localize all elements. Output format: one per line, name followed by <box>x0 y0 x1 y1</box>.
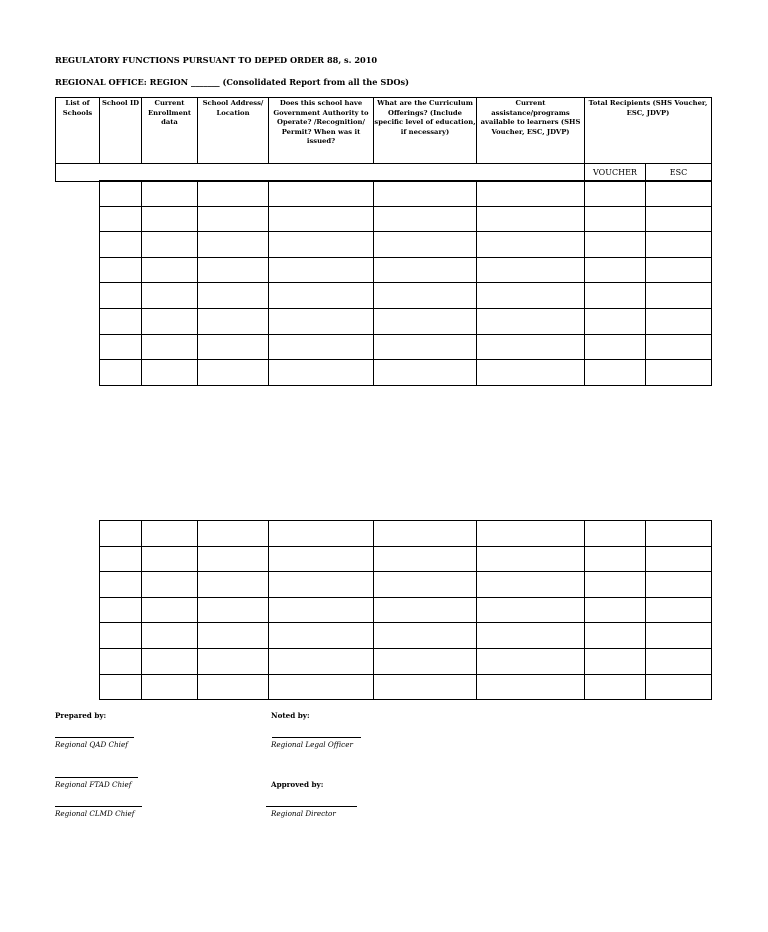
table-cell[interactable] <box>374 623 477 649</box>
table-cell[interactable] <box>269 572 374 598</box>
table-cell[interactable] <box>142 308 198 334</box>
table-cell[interactable] <box>374 232 477 258</box>
table-cell[interactable] <box>646 648 712 674</box>
signature-line-legal <box>272 737 361 738</box>
table-cell[interactable] <box>374 674 477 700</box>
table-cell[interactable] <box>100 623 142 649</box>
signature-line-clmd <box>55 806 142 807</box>
table-cell[interactable] <box>142 206 198 232</box>
table-cell[interactable] <box>374 597 477 623</box>
table-cell[interactable] <box>585 572 646 598</box>
table-cell[interactable] <box>198 283 269 309</box>
table-cell[interactable] <box>477 206 585 232</box>
document-title: REGULATORY FUNCTIONS PURSUANT TO DEPED ORDER 88, s. 2010 <box>55 55 378 65</box>
table-cell[interactable] <box>269 308 374 334</box>
table-row <box>100 597 712 623</box>
table-cell[interactable] <box>269 674 374 700</box>
table-cell[interactable] <box>269 283 374 309</box>
table-row <box>100 648 712 674</box>
table-cell[interactable] <box>142 546 198 572</box>
table-row <box>100 623 712 649</box>
table-cell[interactable] <box>646 181 712 207</box>
table-cell[interactable] <box>198 308 269 334</box>
table-cell[interactable] <box>585 648 646 674</box>
table-cell[interactable] <box>198 623 269 649</box>
table-cell[interactable] <box>100 360 142 386</box>
header-authority: Does this school have Government Authority to Operate? /Recognition/ Permit? When was it issued? <box>269 98 374 164</box>
table-cell[interactable] <box>142 623 198 649</box>
table-row <box>100 308 712 334</box>
table-cell[interactable] <box>374 283 477 309</box>
table-row <box>100 334 712 360</box>
table-cell[interactable] <box>374 206 477 232</box>
table-cell[interactable] <box>646 597 712 623</box>
subheader-esc: ESC <box>646 164 712 182</box>
table-cell[interactable] <box>100 334 142 360</box>
table-cell[interactable] <box>269 623 374 649</box>
table-cell[interactable] <box>269 597 374 623</box>
table-cell[interactable] <box>100 206 142 232</box>
table-cell[interactable] <box>198 521 269 547</box>
table-row <box>100 283 712 309</box>
table-cell[interactable] <box>477 546 585 572</box>
header-enrollment: Current Enrollment data <box>142 98 198 164</box>
table-cell[interactable] <box>477 572 585 598</box>
header-list-of-schools: List of Schools <box>56 98 100 164</box>
table-cell[interactable] <box>585 308 646 334</box>
table-cell[interactable] <box>142 334 198 360</box>
signature-line-director <box>266 806 357 807</box>
report-table-body-1 <box>99 180 712 386</box>
table-cell[interactable] <box>585 334 646 360</box>
table-cell[interactable] <box>646 521 712 547</box>
table-cell[interactable] <box>142 648 198 674</box>
legal-officer-label: Regional Legal Officer <box>271 740 353 749</box>
table-cell[interactable] <box>477 674 585 700</box>
table-cell[interactable] <box>585 623 646 649</box>
table-cell[interactable] <box>646 546 712 572</box>
table-cell[interactable] <box>646 257 712 283</box>
table-cell[interactable] <box>585 181 646 207</box>
header-school-id: School ID <box>100 98 142 164</box>
table-cell[interactable] <box>142 232 198 258</box>
table-cell[interactable] <box>646 334 712 360</box>
subheader-spacer <box>56 164 585 182</box>
director-label: Regional Director <box>271 809 336 818</box>
table-cell[interactable] <box>142 257 198 283</box>
header-curriculum: What are the Curriculum Offerings? (Include specific level of education, if necessary) <box>374 98 477 164</box>
qad-chief-label: Regional QAD Chief <box>55 740 128 749</box>
table-row <box>100 257 712 283</box>
table-cell[interactable] <box>374 572 477 598</box>
table-cell[interactable] <box>269 181 374 207</box>
approved-by-label: Approved by: <box>271 780 324 789</box>
table-cell[interactable] <box>142 521 198 547</box>
table-cell[interactable] <box>477 308 585 334</box>
document-subtitle: REGIONAL OFFICE: REGION _______ (Consolidated Report from all the SDOs) <box>55 77 409 87</box>
table-cell[interactable] <box>585 360 646 386</box>
table-row <box>100 674 712 700</box>
table-cell[interactable] <box>585 257 646 283</box>
table-cell[interactable] <box>477 181 585 207</box>
table-cell[interactable] <box>477 334 585 360</box>
table-cell[interactable] <box>269 521 374 547</box>
table-row <box>100 232 712 258</box>
table-cell[interactable] <box>646 623 712 649</box>
table-cell[interactable] <box>585 546 646 572</box>
table-cell[interactable] <box>100 257 142 283</box>
table-cell[interactable] <box>100 597 142 623</box>
table-cell[interactable] <box>269 648 374 674</box>
table-cell[interactable] <box>100 648 142 674</box>
table-cell[interactable] <box>646 308 712 334</box>
table-cell[interactable] <box>142 360 198 386</box>
table-cell[interactable] <box>269 360 374 386</box>
table-cell[interactable] <box>374 308 477 334</box>
table-cell[interactable] <box>198 572 269 598</box>
subheader-voucher: VOUCHER <box>585 164 646 182</box>
report-table-header <box>55 97 712 182</box>
table-cell[interactable] <box>269 206 374 232</box>
table-cell[interactable] <box>198 674 269 700</box>
noted-by-label: Noted by: <box>271 711 310 720</box>
table-cell[interactable] <box>585 597 646 623</box>
table-cell[interactable] <box>374 521 477 547</box>
table-cell[interactable] <box>198 597 269 623</box>
table-cell[interactable] <box>585 674 646 700</box>
table-cell[interactable] <box>374 257 477 283</box>
table-cell[interactable] <box>269 232 374 258</box>
table-cell[interactable] <box>477 283 585 309</box>
table-cell[interactable] <box>100 572 142 598</box>
report-table-body-2 <box>99 520 712 700</box>
header-address: School Address/ Location <box>198 98 269 164</box>
table-row <box>100 206 712 232</box>
table-cell[interactable] <box>646 572 712 598</box>
table-cell[interactable] <box>374 181 477 207</box>
table-cell[interactable] <box>142 283 198 309</box>
table-cell[interactable] <box>585 283 646 309</box>
table-row <box>100 546 712 572</box>
table-cell[interactable] <box>374 648 477 674</box>
table-cell[interactable] <box>477 597 585 623</box>
table-cell[interactable] <box>100 674 142 700</box>
table-cell[interactable] <box>646 232 712 258</box>
clmd-chief-label: Regional CLMD Chief <box>55 809 135 818</box>
signature-line-ftad <box>55 777 138 778</box>
table-cell[interactable] <box>646 206 712 232</box>
table-cell[interactable] <box>646 674 712 700</box>
header-assistance: Current assistance/programs available to learners (SHS Voucher, ESC, JDVP) <box>477 98 585 164</box>
table-cell[interactable] <box>142 181 198 207</box>
table-cell[interactable] <box>198 334 269 360</box>
ftad-chief-label: Regional FTAD Chief <box>55 780 132 789</box>
table-cell[interactable] <box>100 232 142 258</box>
table-cell[interactable] <box>585 232 646 258</box>
table-cell[interactable] <box>198 232 269 258</box>
table-cell[interactable] <box>100 546 142 572</box>
table-cell[interactable] <box>198 360 269 386</box>
table-cell[interactable] <box>100 283 142 309</box>
table-cell[interactable] <box>646 283 712 309</box>
table-cell[interactable] <box>198 206 269 232</box>
table-cell[interactable] <box>477 521 585 547</box>
table-cell[interactable] <box>374 334 477 360</box>
table-cell[interactable] <box>198 181 269 207</box>
table-row <box>100 360 712 386</box>
table-cell[interactable] <box>142 597 198 623</box>
table-cell[interactable] <box>100 521 142 547</box>
table-cell[interactable] <box>100 181 142 207</box>
table-cell[interactable] <box>198 546 269 572</box>
table-cell[interactable] <box>269 546 374 572</box>
table-cell[interactable] <box>142 674 198 700</box>
table-row <box>100 181 712 207</box>
table-cell[interactable] <box>477 257 585 283</box>
table-cell[interactable] <box>585 521 646 547</box>
table-cell[interactable] <box>585 206 646 232</box>
table-cell[interactable] <box>374 360 477 386</box>
table-cell[interactable] <box>100 308 142 334</box>
table-row <box>100 572 712 598</box>
prepared-by-label: Prepared by: <box>55 711 107 720</box>
table-cell[interactable] <box>477 648 585 674</box>
table-cell[interactable] <box>269 334 374 360</box>
table-cell[interactable] <box>142 572 198 598</box>
signature-line-qad <box>55 737 134 738</box>
table-cell[interactable] <box>477 623 585 649</box>
table-row <box>100 521 712 547</box>
table-cell[interactable] <box>269 257 374 283</box>
table-cell[interactable] <box>477 232 585 258</box>
table-cell[interactable] <box>477 360 585 386</box>
table-cell[interactable] <box>198 257 269 283</box>
header-total-recipients: Total Recipients (SHS Voucher, ESC, JDVP) <box>585 98 712 164</box>
table-cell[interactable] <box>198 648 269 674</box>
table-cell[interactable] <box>374 546 477 572</box>
table-cell[interactable] <box>646 360 712 386</box>
